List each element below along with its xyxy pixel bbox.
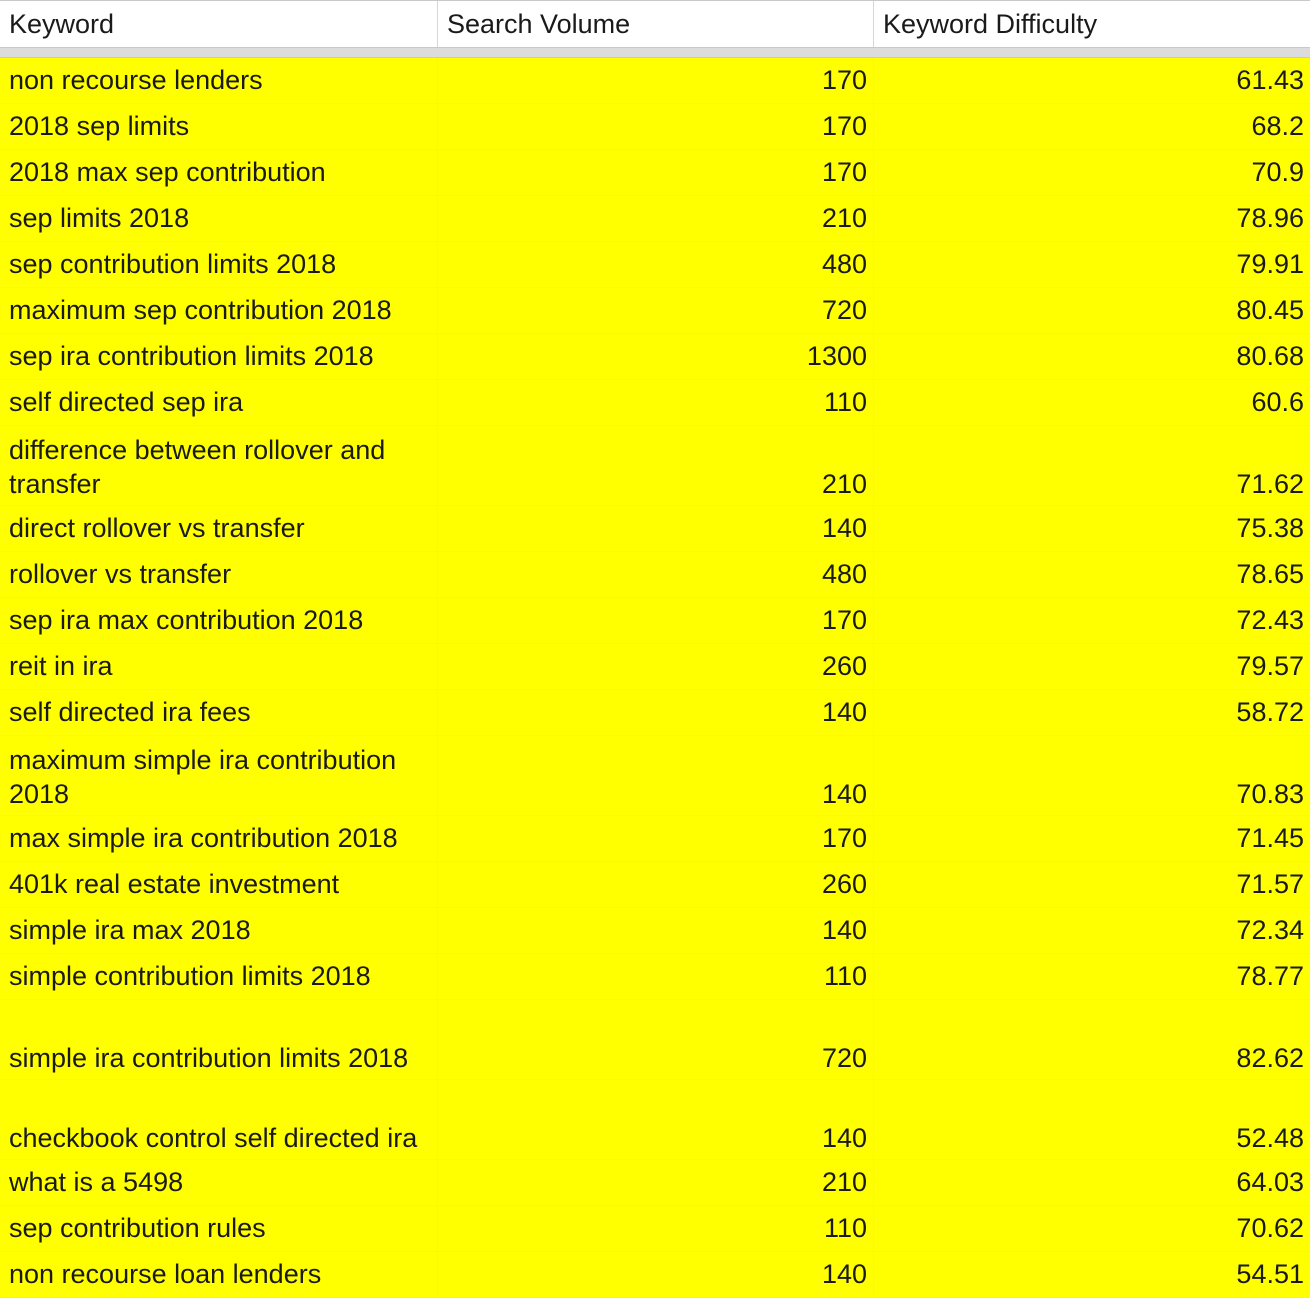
search-volume-cell[interactable]: 170 bbox=[438, 58, 874, 103]
keyword-difficulty-cell[interactable]: 82.62 bbox=[1236, 1043, 1304, 1073]
table-row bbox=[0, 1160, 1310, 1206]
keyword-difficulty-cell[interactable]: 58.72 bbox=[1236, 697, 1304, 727]
search-volume-cell[interactable]: 260 bbox=[438, 862, 874, 907]
keyword-difficulty-cell[interactable]: 61.43 bbox=[1236, 65, 1304, 95]
search-volume-cell[interactable]: 140 bbox=[438, 690, 874, 735]
search-volume-cell[interactable]: 140 bbox=[438, 736, 874, 815]
search-volume-cell[interactable]: 210 bbox=[438, 1160, 874, 1205]
keyword-cell[interactable]: sep ira contribution limits 2018 bbox=[0, 334, 438, 379]
keyword-cell[interactable]: maximum simple ira contribution 2018 bbox=[0, 736, 438, 815]
keyword-cell[interactable]: reit in ira bbox=[0, 644, 438, 689]
keyword-difficulty-cell[interactable]: 71.57 bbox=[1236, 869, 1304, 899]
keyword-cell[interactable]: non recourse lenders bbox=[0, 58, 438, 103]
keyword-cell[interactable]: rollover vs transfer bbox=[0, 552, 438, 597]
keyword-difficulty-cell[interactable]: 70.62 bbox=[1236, 1213, 1304, 1243]
table-row bbox=[0, 690, 1310, 736]
table-row bbox=[0, 552, 1310, 598]
table-row bbox=[0, 288, 1310, 334]
table-row bbox=[0, 598, 1310, 644]
keyword-cell[interactable]: simple ira contribution limits 2018 bbox=[0, 1000, 438, 1079]
keyword-difficulty-cell[interactable]: 68.2 bbox=[1251, 111, 1304, 141]
table-row bbox=[0, 1206, 1310, 1252]
keyword-cell[interactable]: 2018 sep limits bbox=[0, 104, 438, 149]
keyword-difficulty-cell[interactable]: 80.68 bbox=[1236, 341, 1304, 371]
keyword-difficulty-cell[interactable]: 70.83 bbox=[1236, 779, 1304, 809]
column-header-search-volume[interactable]: Search Volume bbox=[438, 1, 874, 47]
keyword-difficulty-cell[interactable]: 79.91 bbox=[1236, 249, 1304, 279]
search-volume-cell[interactable]: 170 bbox=[438, 104, 874, 149]
keyword-difficulty-cell[interactable]: 52.48 bbox=[1236, 1123, 1304, 1153]
keyword-difficulty-cell[interactable]: 71.45 bbox=[1236, 823, 1304, 853]
keyword-cell[interactable]: 2018 max sep contribution bbox=[0, 150, 438, 195]
keyword-difficulty-cell[interactable]: 78.65 bbox=[1236, 559, 1304, 589]
column-header-keyword-difficulty[interactable]: Keyword Difficulty bbox=[883, 9, 1098, 39]
search-volume-cell[interactable]: 1300 bbox=[438, 334, 874, 379]
keyword-difficulty-cell[interactable]: 60.6 bbox=[1251, 387, 1304, 417]
keyword-cell[interactable]: sep ira max contribution 2018 bbox=[0, 598, 438, 643]
keyword-difficulty-cell[interactable]: 71.62 bbox=[1236, 469, 1304, 499]
table-row bbox=[0, 1252, 1310, 1298]
keyword-cell[interactable]: difference between rollover and transfer bbox=[0, 426, 438, 505]
search-volume-cell[interactable]: 170 bbox=[438, 816, 874, 861]
frozen-row-divider[interactable] bbox=[0, 48, 1310, 58]
keyword-difficulty-cell[interactable]: 75.38 bbox=[1236, 513, 1304, 543]
table-row bbox=[0, 380, 1310, 426]
keyword-cell[interactable]: maximum sep contribution 2018 bbox=[0, 288, 438, 333]
keyword-cell[interactable]: what is a 5498 bbox=[0, 1160, 438, 1205]
table-row bbox=[0, 506, 1310, 552]
keyword-difficulty-cell[interactable]: 70.9 bbox=[1251, 157, 1304, 187]
search-volume-cell[interactable]: 210 bbox=[438, 196, 874, 241]
keyword-cell[interactable]: simple contribution limits 2018 bbox=[0, 954, 438, 999]
table-row bbox=[0, 954, 1310, 1000]
keyword-difficulty-cell[interactable]: 80.45 bbox=[1236, 295, 1304, 325]
table-row bbox=[0, 150, 1310, 196]
search-volume-cell[interactable]: 170 bbox=[438, 150, 874, 195]
table-row bbox=[0, 736, 1310, 816]
table-body bbox=[0, 58, 1310, 1298]
keyword-difficulty-cell[interactable]: 79.57 bbox=[1236, 651, 1304, 681]
search-volume-cell[interactable]: 110 bbox=[438, 954, 874, 999]
keyword-cell[interactable]: self directed sep ira bbox=[0, 380, 438, 425]
keyword-cell[interactable]: self directed ira fees bbox=[0, 690, 438, 735]
table-row bbox=[0, 242, 1310, 288]
table-row bbox=[0, 908, 1310, 954]
keyword-cell[interactable]: direct rollover vs transfer bbox=[0, 506, 438, 551]
search-volume-cell[interactable]: 720 bbox=[438, 288, 874, 333]
table-row bbox=[0, 862, 1310, 908]
keyword-difficulty-cell[interactable]: 72.43 bbox=[1236, 605, 1304, 635]
header-row bbox=[0, 0, 1310, 48]
search-volume-cell[interactable]: 480 bbox=[438, 552, 874, 597]
table-row bbox=[0, 58, 1310, 104]
search-volume-cell[interactable]: 110 bbox=[438, 1206, 874, 1251]
keyword-difficulty-cell[interactable]: 78.77 bbox=[1236, 961, 1304, 991]
keyword-difficulty-cell[interactable]: 72.34 bbox=[1236, 915, 1304, 945]
search-volume-cell[interactable]: 260 bbox=[438, 644, 874, 689]
search-volume-cell[interactable]: 720 bbox=[438, 1000, 874, 1079]
search-volume-cell[interactable]: 480 bbox=[438, 242, 874, 287]
keyword-difficulty-cell[interactable]: 78.96 bbox=[1236, 203, 1304, 233]
search-volume-cell[interactable]: 210 bbox=[438, 426, 874, 505]
keyword-difficulty-cell[interactable]: 54.51 bbox=[1236, 1259, 1304, 1289]
keyword-difficulty-cell[interactable]: 64.03 bbox=[1236, 1167, 1304, 1197]
table-row bbox=[0, 644, 1310, 690]
table-row bbox=[0, 816, 1310, 862]
table-row bbox=[0, 1080, 1310, 1160]
table-row bbox=[0, 426, 1310, 506]
table-row bbox=[0, 196, 1310, 242]
keyword-cell[interactable]: max simple ira contribution 2018 bbox=[0, 816, 438, 861]
keyword-cell[interactable]: checkbook control self directed ira bbox=[0, 1080, 438, 1159]
table-row bbox=[0, 334, 1310, 380]
search-volume-cell[interactable]: 140 bbox=[438, 1252, 874, 1297]
search-volume-cell[interactable]: 140 bbox=[438, 1080, 874, 1159]
search-volume-cell[interactable]: 140 bbox=[438, 908, 874, 953]
keyword-cell[interactable]: sep contribution limits 2018 bbox=[0, 242, 438, 287]
keyword-cell[interactable]: sep limits 2018 bbox=[0, 196, 438, 241]
keyword-cell[interactable]: simple ira max 2018 bbox=[0, 908, 438, 953]
keyword-cell[interactable]: sep contribution rules bbox=[0, 1206, 438, 1251]
table-row bbox=[0, 1000, 1310, 1080]
column-header-keyword[interactable]: Keyword bbox=[0, 1, 438, 47]
table-row bbox=[0, 104, 1310, 150]
search-volume-cell[interactable]: 110 bbox=[438, 380, 874, 425]
search-volume-cell[interactable]: 140 bbox=[438, 506, 874, 551]
keyword-cell[interactable]: non recourse loan lenders bbox=[0, 1252, 438, 1297]
keyword-cell[interactable]: 401k real estate investment bbox=[0, 862, 438, 907]
search-volume-cell[interactable]: 170 bbox=[438, 598, 874, 643]
